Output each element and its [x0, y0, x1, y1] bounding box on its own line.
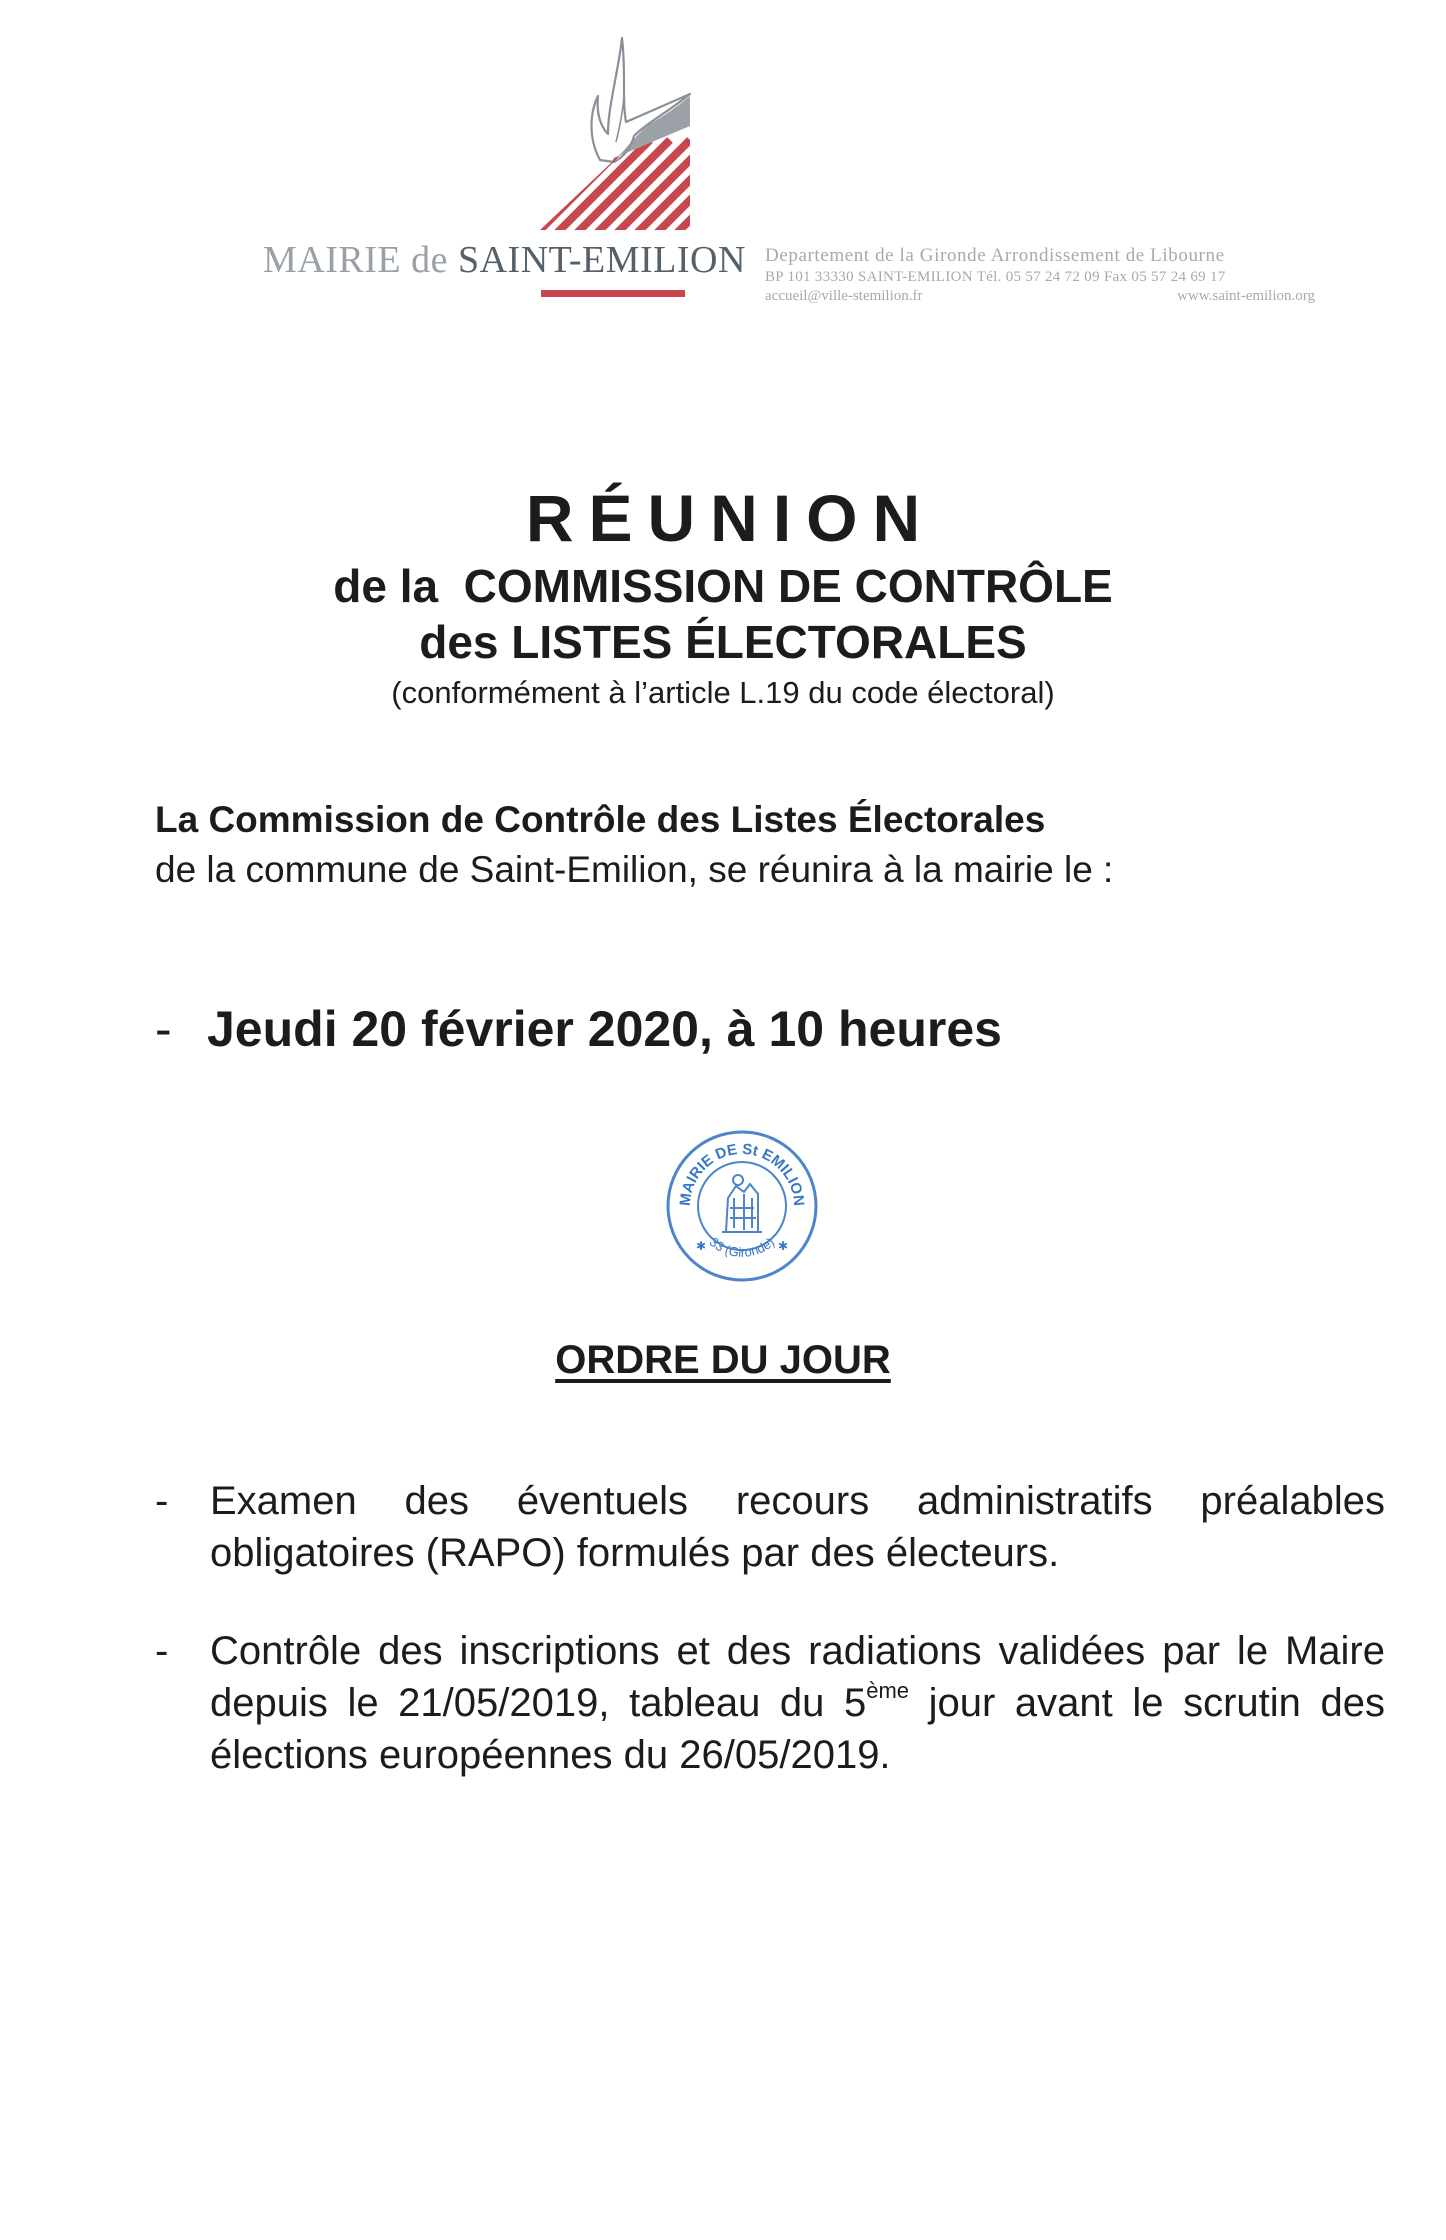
mairie-name-prefix: MAIRIE de [263, 239, 448, 281]
contact-website: www.saint-emilion.org [1177, 287, 1315, 304]
meeting-date-text: Jeudi 20 février 2020, à 10 heures [207, 1001, 1002, 1057]
title-listes: des LISTES ÉLECTORALES [419, 616, 1027, 668]
contact-address-phone: BP 101 33330 SAINT-EMILION Tél. 05 57 24 72 09 Fax 05 57 24 69 17 [765, 268, 1226, 285]
stamp-bottom-text: 33 (Gironde) [706, 1234, 778, 1260]
svg-text:✱: ✱ [778, 1239, 789, 1253]
svg-text:MAIRIE DE St EMILION [677, 1141, 808, 1207]
stamp-top-text: MAIRIE DE St EMILION [676, 1140, 808, 1207]
agenda-item-text-part2: jour avant le scrutin des élections européennes du 26/05/2019. [210, 1681, 1385, 1777]
agenda-item-text [210, 1625, 1385, 1781]
contact-web [765, 287, 1315, 306]
mairie-logo [530, 30, 700, 240]
mairie-name [263, 238, 746, 282]
intro-meeting-place: de la commune de Saint-Emilion, se réunira à la mairie le : [155, 849, 1114, 890]
contact-email: accueil@ville-stemilion.fr [765, 287, 923, 304]
intro-commission-name: La Commission de Contrôle des Listes Électorales [155, 799, 1046, 840]
contact-department: Departement de la Gironde Arrondissement de Libourne [765, 245, 1225, 266]
logo-underline-bar [541, 290, 685, 297]
agenda-item [155, 1625, 1385, 1781]
agenda-item-dash: - [155, 1479, 169, 1523]
agenda-item-dash: - [155, 1629, 169, 1673]
agenda-item [155, 1475, 1385, 1579]
date-dash: - [155, 1001, 172, 1057]
meeting-date [155, 1000, 1002, 1058]
svg-text:33 (Gironde) [707, 1234, 777, 1260]
agenda-heading-text: ORDRE DU JOUR [555, 1338, 891, 1382]
agenda-item-text-part1: Contrôle des inscriptions et des radiations validées par le Maire depuis le 21/05/2019, tableau du 5 [210, 1629, 1385, 1725]
agenda-heading [0, 1338, 1446, 1383]
mairie-stamp [664, 1128, 820, 1284]
agenda-item-text: Examen des éventuels recours administratifs préalables obligatoires (RAPO) formulés par des électeurs. [210, 1479, 1385, 1575]
intro-paragraph [155, 795, 1113, 895]
title-legal-reference: (conformément à l’article L.19 du code électoral) [391, 675, 1055, 710]
mairie-name-town: SAINT-EMILION [457, 239, 746, 281]
svg-text:✱: ✱ [696, 1239, 707, 1253]
agenda-item-superscript: ème [866, 1678, 910, 1703]
title-commission: de la COMMISSION DE CONTRÔLE [333, 560, 1113, 612]
letterhead-contact [765, 244, 1315, 305]
title-block [0, 478, 1446, 716]
page-title: RÉUNION [525, 481, 936, 555]
agenda-list [155, 1475, 1385, 1827]
